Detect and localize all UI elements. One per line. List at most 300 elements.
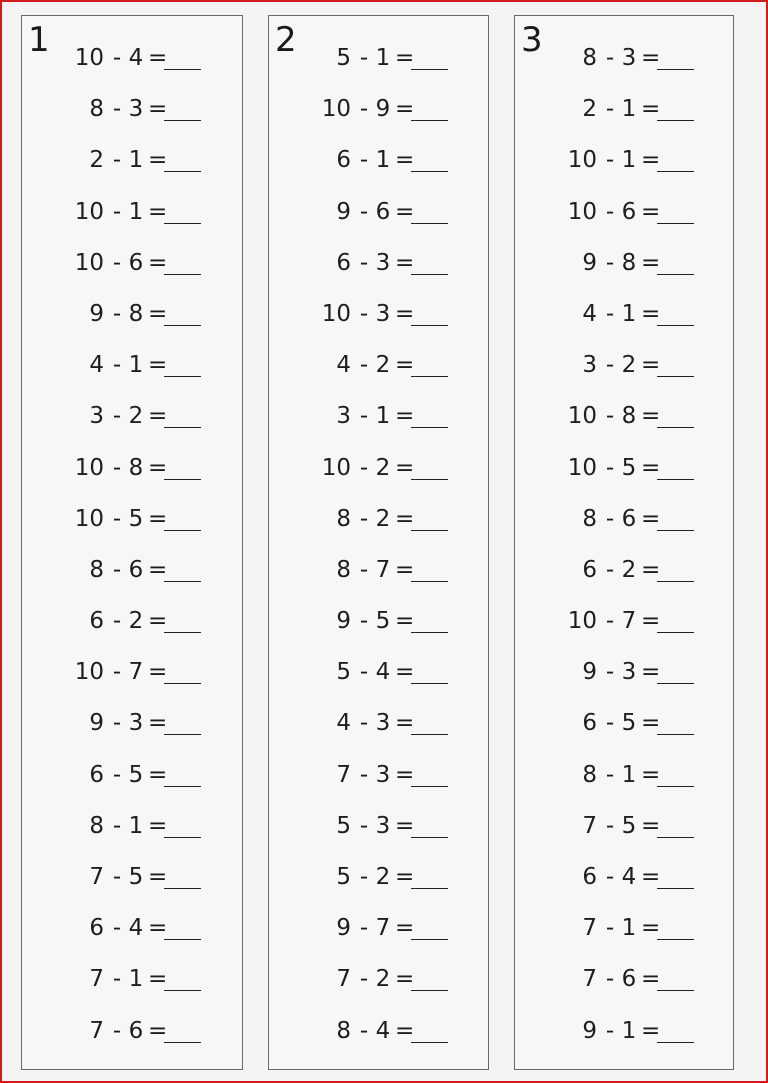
minus-sign: - bbox=[359, 45, 369, 71]
subtrahend: 1 bbox=[621, 1017, 637, 1044]
subtrahend: 1 bbox=[375, 45, 391, 71]
minus-sign: - bbox=[112, 812, 122, 839]
answer-blank[interactable] bbox=[411, 581, 448, 582]
subtrahend: 5 bbox=[621, 454, 637, 481]
subtrahend: 9 bbox=[375, 96, 391, 123]
subtrahend: 2 bbox=[375, 505, 391, 532]
answer-blank[interactable] bbox=[411, 888, 448, 889]
subtraction-problem bbox=[269, 652, 488, 703]
minuend: 8 bbox=[582, 761, 597, 788]
minuend: 2 bbox=[582, 96, 597, 123]
minus-sign: - bbox=[359, 300, 369, 327]
equals-sign: = bbox=[148, 761, 168, 788]
subtrahend: 3 bbox=[375, 300, 391, 327]
subtrahend: 5 bbox=[375, 608, 391, 635]
answer-blank[interactable] bbox=[164, 376, 201, 377]
minuend: 9 bbox=[582, 249, 597, 276]
equals-sign: = bbox=[395, 249, 415, 276]
subtraction-problem bbox=[515, 38, 733, 89]
subtraction-problem bbox=[515, 448, 733, 499]
subtraction-problem bbox=[515, 192, 733, 243]
subtraction-problem bbox=[515, 396, 733, 447]
answer-blank[interactable] bbox=[657, 632, 694, 633]
answer-blank[interactable] bbox=[657, 69, 694, 70]
subtrahend: 7 bbox=[375, 915, 391, 942]
subtrahend: 3 bbox=[128, 96, 144, 123]
subtrahend: 2 bbox=[621, 556, 637, 583]
subtraction-problem bbox=[269, 806, 488, 857]
subtrahend: 2 bbox=[128, 403, 144, 430]
subtrahend: 5 bbox=[128, 761, 144, 788]
equals-sign: = bbox=[148, 710, 168, 737]
subtraction-problem bbox=[22, 396, 242, 447]
subtrahend: 1 bbox=[375, 147, 391, 174]
equals-sign: = bbox=[148, 915, 168, 942]
subtrahend: 1 bbox=[128, 812, 144, 839]
subtraction-problem bbox=[515, 140, 733, 191]
subtrahend: 5 bbox=[128, 505, 144, 532]
minus-sign: - bbox=[605, 96, 615, 123]
answer-blank[interactable] bbox=[657, 581, 694, 582]
minus-sign: - bbox=[605, 812, 615, 839]
equals-sign: = bbox=[641, 249, 661, 276]
answer-blank[interactable] bbox=[657, 734, 694, 735]
minuend: 10 bbox=[567, 198, 597, 225]
minus-sign: - bbox=[112, 659, 122, 686]
equals-sign: = bbox=[641, 761, 661, 788]
answer-blank[interactable] bbox=[657, 786, 694, 787]
minuend: 10 bbox=[74, 249, 104, 276]
subtrahend: 6 bbox=[621, 966, 637, 993]
minus-sign: - bbox=[605, 659, 615, 686]
subtraction-problem bbox=[22, 806, 242, 857]
subtrahend: 6 bbox=[621, 505, 637, 532]
subtrahend: 3 bbox=[621, 659, 637, 686]
answer-blank[interactable] bbox=[411, 837, 448, 838]
answer-blank[interactable] bbox=[657, 530, 694, 531]
minuend: 7 bbox=[89, 864, 104, 890]
minuend: 8 bbox=[336, 505, 351, 532]
equals-sign: = bbox=[395, 147, 415, 174]
subtraction-problem bbox=[22, 959, 242, 1010]
subtraction-problem bbox=[515, 89, 733, 140]
subtrahend: 6 bbox=[128, 556, 144, 583]
equals-sign: = bbox=[641, 96, 661, 123]
minuend: 5 bbox=[336, 45, 351, 71]
answer-blank[interactable] bbox=[657, 376, 694, 377]
equals-sign: = bbox=[641, 403, 661, 430]
equals-sign: = bbox=[148, 966, 168, 993]
equals-sign: = bbox=[148, 249, 168, 276]
subtraction-problem bbox=[515, 652, 733, 703]
subtraction-problem bbox=[515, 959, 733, 1010]
answer-blank[interactable] bbox=[411, 479, 448, 480]
answer-blank[interactable] bbox=[164, 990, 201, 991]
minus-sign: - bbox=[605, 710, 615, 737]
problem-list bbox=[269, 38, 488, 1062]
equals-sign: = bbox=[641, 659, 661, 686]
equals-sign: = bbox=[641, 556, 661, 583]
minus-sign: - bbox=[359, 1017, 369, 1044]
equals-sign: = bbox=[148, 454, 168, 481]
minus-sign: - bbox=[112, 147, 122, 174]
minus-sign: - bbox=[605, 403, 615, 430]
subtraction-problem bbox=[22, 345, 242, 396]
subtraction-problem bbox=[515, 243, 733, 294]
equals-sign: = bbox=[395, 1017, 415, 1044]
subtrahend: 1 bbox=[621, 915, 637, 942]
subtraction-problem bbox=[22, 448, 242, 499]
answer-blank[interactable] bbox=[411, 632, 448, 633]
minus-sign: - bbox=[112, 198, 122, 225]
minuend: 6 bbox=[582, 710, 597, 737]
equals-sign: = bbox=[395, 608, 415, 635]
answer-blank[interactable] bbox=[411, 171, 448, 172]
answer-blank[interactable] bbox=[164, 734, 201, 735]
subtraction-problem bbox=[515, 345, 733, 396]
answer-blank[interactable] bbox=[411, 734, 448, 735]
subtrahend: 1 bbox=[621, 761, 637, 788]
equals-sign: = bbox=[148, 659, 168, 686]
minuend: 8 bbox=[89, 812, 104, 839]
minus-sign: - bbox=[112, 454, 122, 481]
answer-blank[interactable] bbox=[164, 683, 201, 684]
subtrahend: 3 bbox=[128, 710, 144, 737]
equals-sign: = bbox=[641, 1017, 661, 1044]
subtraction-problem bbox=[269, 1011, 488, 1062]
subtrahend: 4 bbox=[128, 45, 144, 71]
minuend: 8 bbox=[89, 96, 104, 123]
minus-sign: - bbox=[605, 915, 615, 942]
answer-blank[interactable] bbox=[164, 1042, 201, 1043]
equals-sign: = bbox=[395, 864, 415, 890]
minuend: 6 bbox=[336, 147, 351, 174]
answer-blank[interactable] bbox=[657, 325, 694, 326]
minus-sign: - bbox=[359, 505, 369, 532]
equals-sign: = bbox=[641, 710, 661, 737]
answer-blank[interactable] bbox=[657, 888, 694, 889]
answer-blank[interactable] bbox=[657, 939, 694, 940]
subtrahend: 5 bbox=[128, 864, 144, 890]
minuend: 3 bbox=[582, 352, 597, 379]
answer-blank[interactable] bbox=[411, 786, 448, 787]
minus-sign: - bbox=[112, 915, 122, 942]
subtrahend: 6 bbox=[128, 249, 144, 276]
equals-sign: = bbox=[395, 403, 415, 430]
minuend: 4 bbox=[336, 710, 351, 737]
minus-sign: - bbox=[112, 96, 122, 123]
minus-sign: - bbox=[112, 352, 122, 379]
equals-sign: = bbox=[148, 352, 168, 379]
minus-sign: - bbox=[359, 608, 369, 635]
equals-sign: = bbox=[395, 96, 415, 123]
subtraction-problem bbox=[515, 806, 733, 857]
minus-sign: - bbox=[359, 761, 369, 788]
equals-sign: = bbox=[641, 198, 661, 225]
answer-blank[interactable] bbox=[411, 325, 448, 326]
column-number: 2 bbox=[275, 20, 297, 60]
minus-sign: - bbox=[359, 710, 369, 737]
subtraction-problem bbox=[269, 703, 488, 754]
answer-blank[interactable] bbox=[411, 376, 448, 377]
minuend: 8 bbox=[89, 556, 104, 583]
answer-blank[interactable] bbox=[657, 427, 694, 428]
minuend: 6 bbox=[336, 249, 351, 276]
answer-blank[interactable] bbox=[657, 274, 694, 275]
worksheet-column-1 bbox=[21, 15, 243, 1070]
subtraction-problem bbox=[269, 192, 488, 243]
equals-sign: = bbox=[395, 659, 415, 686]
subtraction-problem bbox=[515, 499, 733, 550]
equals-sign: = bbox=[395, 556, 415, 583]
equals-sign: = bbox=[148, 812, 168, 839]
subtraction-problem bbox=[269, 396, 488, 447]
minuend: 4 bbox=[336, 352, 351, 379]
minus-sign: - bbox=[112, 403, 122, 430]
subtrahend: 1 bbox=[621, 147, 637, 174]
subtraction-problem bbox=[22, 294, 242, 345]
equals-sign: = bbox=[395, 761, 415, 788]
minuend: 7 bbox=[89, 966, 104, 993]
answer-blank[interactable] bbox=[657, 223, 694, 224]
subtrahend: 7 bbox=[128, 659, 144, 686]
equals-sign: = bbox=[641, 300, 661, 327]
minus-sign: - bbox=[359, 659, 369, 686]
minus-sign: - bbox=[359, 352, 369, 379]
minus-sign: - bbox=[112, 45, 122, 71]
minus-sign: - bbox=[112, 966, 122, 993]
answer-blank[interactable] bbox=[164, 427, 201, 428]
subtrahend: 3 bbox=[375, 761, 391, 788]
answer-blank[interactable] bbox=[164, 581, 201, 582]
minuend: 10 bbox=[74, 45, 104, 71]
subtrahend: 4 bbox=[375, 659, 391, 686]
answer-blank[interactable] bbox=[657, 990, 694, 991]
subtrahend: 3 bbox=[375, 710, 391, 737]
minuend: 7 bbox=[582, 966, 597, 993]
minuend: 5 bbox=[336, 864, 351, 890]
column-number: 1 bbox=[28, 20, 50, 60]
minuend: 7 bbox=[582, 915, 597, 942]
answer-blank[interactable] bbox=[411, 223, 448, 224]
equals-sign: = bbox=[395, 710, 415, 737]
subtrahend: 1 bbox=[621, 300, 637, 327]
minuend: 5 bbox=[336, 659, 351, 686]
subtraction-problem bbox=[269, 601, 488, 652]
minuend: 9 bbox=[336, 198, 351, 225]
minus-sign: - bbox=[359, 96, 369, 123]
minuend: 9 bbox=[89, 300, 104, 327]
subtrahend: 1 bbox=[375, 403, 391, 430]
answer-blank[interactable] bbox=[164, 223, 201, 224]
answer-blank[interactable] bbox=[657, 120, 694, 121]
answer-blank[interactable] bbox=[164, 632, 201, 633]
minuend: 9 bbox=[582, 659, 597, 686]
problem-list bbox=[22, 38, 242, 1062]
minuend: 10 bbox=[567, 608, 597, 635]
subtrahend: 7 bbox=[375, 556, 391, 583]
equals-sign: = bbox=[148, 300, 168, 327]
answer-blank[interactable] bbox=[164, 325, 201, 326]
subtraction-problem bbox=[515, 755, 733, 806]
subtraction-problem bbox=[269, 345, 488, 396]
equals-sign: = bbox=[148, 198, 168, 225]
minus-sign: - bbox=[605, 454, 615, 481]
minus-sign: - bbox=[112, 556, 122, 583]
minus-sign: - bbox=[359, 454, 369, 481]
answer-blank[interactable] bbox=[164, 939, 201, 940]
answer-blank[interactable] bbox=[164, 274, 201, 275]
equals-sign: = bbox=[641, 45, 661, 71]
equals-sign: = bbox=[395, 300, 415, 327]
answer-blank[interactable] bbox=[164, 786, 201, 787]
subtrahend: 4 bbox=[128, 915, 144, 942]
answer-blank[interactable] bbox=[411, 990, 448, 991]
answer-blank[interactable] bbox=[164, 837, 201, 838]
subtraction-problem bbox=[515, 857, 733, 908]
minuend: 9 bbox=[336, 915, 351, 942]
answer-blank[interactable] bbox=[164, 69, 201, 70]
minuend: 7 bbox=[336, 966, 351, 993]
minus-sign: - bbox=[359, 147, 369, 174]
equals-sign: = bbox=[641, 352, 661, 379]
minuend: 7 bbox=[582, 812, 597, 839]
subtraction-problem bbox=[22, 652, 242, 703]
answer-blank[interactable] bbox=[411, 1042, 448, 1043]
minus-sign: - bbox=[112, 608, 122, 635]
answer-blank[interactable] bbox=[164, 120, 201, 121]
problem-list bbox=[515, 38, 733, 1062]
equals-sign: = bbox=[395, 966, 415, 993]
minuend: 7 bbox=[89, 1017, 104, 1044]
minus-sign: - bbox=[605, 147, 615, 174]
equals-sign: = bbox=[148, 45, 168, 71]
subtraction-problem bbox=[515, 294, 733, 345]
minus-sign: - bbox=[605, 300, 615, 327]
equals-sign: = bbox=[395, 454, 415, 481]
answer-blank[interactable] bbox=[164, 888, 201, 889]
minuend: 4 bbox=[582, 300, 597, 327]
subtraction-problem bbox=[22, 243, 242, 294]
subtrahend: 2 bbox=[375, 966, 391, 993]
subtraction-problem bbox=[515, 550, 733, 601]
equals-sign: = bbox=[148, 864, 168, 890]
minus-sign: - bbox=[359, 915, 369, 942]
minuend: 6 bbox=[89, 608, 104, 635]
answer-blank[interactable] bbox=[657, 1042, 694, 1043]
subtrahend: 2 bbox=[375, 352, 391, 379]
subtrahend: 8 bbox=[621, 403, 637, 430]
subtraction-problem bbox=[22, 755, 242, 806]
answer-blank[interactable] bbox=[657, 171, 694, 172]
subtraction-problem bbox=[515, 601, 733, 652]
equals-sign: = bbox=[641, 915, 661, 942]
minuend: 7 bbox=[336, 761, 351, 788]
subtraction-problem bbox=[515, 1011, 733, 1062]
minuend: 8 bbox=[336, 556, 351, 583]
answer-blank[interactable] bbox=[657, 683, 694, 684]
subtrahend: 1 bbox=[128, 147, 144, 174]
subtrahend: 8 bbox=[128, 300, 144, 327]
minuend: 10 bbox=[74, 198, 104, 225]
answer-blank[interactable] bbox=[411, 120, 448, 121]
minus-sign: - bbox=[359, 812, 369, 839]
subtraction-problem bbox=[515, 703, 733, 754]
subtrahend: 1 bbox=[128, 198, 144, 225]
minus-sign: - bbox=[605, 761, 615, 788]
answer-blank[interactable] bbox=[411, 530, 448, 531]
subtrahend: 1 bbox=[128, 352, 144, 379]
subtraction-problem bbox=[22, 908, 242, 959]
answer-blank[interactable] bbox=[657, 479, 694, 480]
subtraction-problem bbox=[269, 140, 488, 191]
answer-blank[interactable] bbox=[411, 69, 448, 70]
subtraction-problem bbox=[22, 499, 242, 550]
answer-blank[interactable] bbox=[411, 939, 448, 940]
minuend: 6 bbox=[582, 864, 597, 890]
subtrahend: 6 bbox=[621, 198, 637, 225]
equals-sign: = bbox=[641, 454, 661, 481]
equals-sign: = bbox=[641, 608, 661, 635]
equals-sign: = bbox=[148, 1017, 168, 1044]
answer-blank[interactable] bbox=[411, 274, 448, 275]
subtrahend: 8 bbox=[128, 454, 144, 481]
subtraction-problem bbox=[22, 601, 242, 652]
answer-blank[interactable] bbox=[411, 683, 448, 684]
subtraction-problem bbox=[22, 703, 242, 754]
subtraction-problem bbox=[269, 499, 488, 550]
subtrahend: 1 bbox=[128, 966, 144, 993]
answer-blank[interactable] bbox=[411, 427, 448, 428]
minuend: 10 bbox=[321, 454, 351, 481]
answer-blank[interactable] bbox=[164, 530, 201, 531]
subtrahend: 7 bbox=[621, 608, 637, 635]
minus-sign: - bbox=[605, 608, 615, 635]
equals-sign: = bbox=[148, 505, 168, 532]
equals-sign: = bbox=[641, 966, 661, 993]
subtrahend: 3 bbox=[375, 249, 391, 276]
subtraction-problem bbox=[269, 908, 488, 959]
minus-sign: - bbox=[112, 249, 122, 276]
equals-sign: = bbox=[395, 198, 415, 225]
equals-sign: = bbox=[148, 403, 168, 430]
minuend: 3 bbox=[89, 403, 104, 430]
minuend: 10 bbox=[74, 659, 104, 686]
minus-sign: - bbox=[605, 966, 615, 993]
subtrahend: 1 bbox=[621, 96, 637, 123]
subtrahend: 3 bbox=[621, 45, 637, 71]
answer-blank[interactable] bbox=[657, 837, 694, 838]
minuend: 6 bbox=[89, 915, 104, 942]
minuend: 9 bbox=[336, 608, 351, 635]
subtraction-problem bbox=[22, 192, 242, 243]
equals-sign: = bbox=[395, 812, 415, 839]
worksheet-column-3 bbox=[514, 15, 734, 1070]
equals-sign: = bbox=[148, 556, 168, 583]
subtraction-problem bbox=[269, 294, 488, 345]
subtrahend: 4 bbox=[375, 1017, 391, 1044]
subtraction-problem bbox=[269, 448, 488, 499]
equals-sign: = bbox=[641, 147, 661, 174]
answer-blank[interactable] bbox=[164, 479, 201, 480]
minus-sign: - bbox=[359, 198, 369, 225]
subtraction-problem bbox=[22, 89, 242, 140]
answer-blank[interactable] bbox=[164, 171, 201, 172]
subtrahend: 3 bbox=[375, 812, 391, 839]
subtrahend: 2 bbox=[621, 352, 637, 379]
equals-sign: = bbox=[148, 608, 168, 635]
subtrahend: 6 bbox=[375, 198, 391, 225]
